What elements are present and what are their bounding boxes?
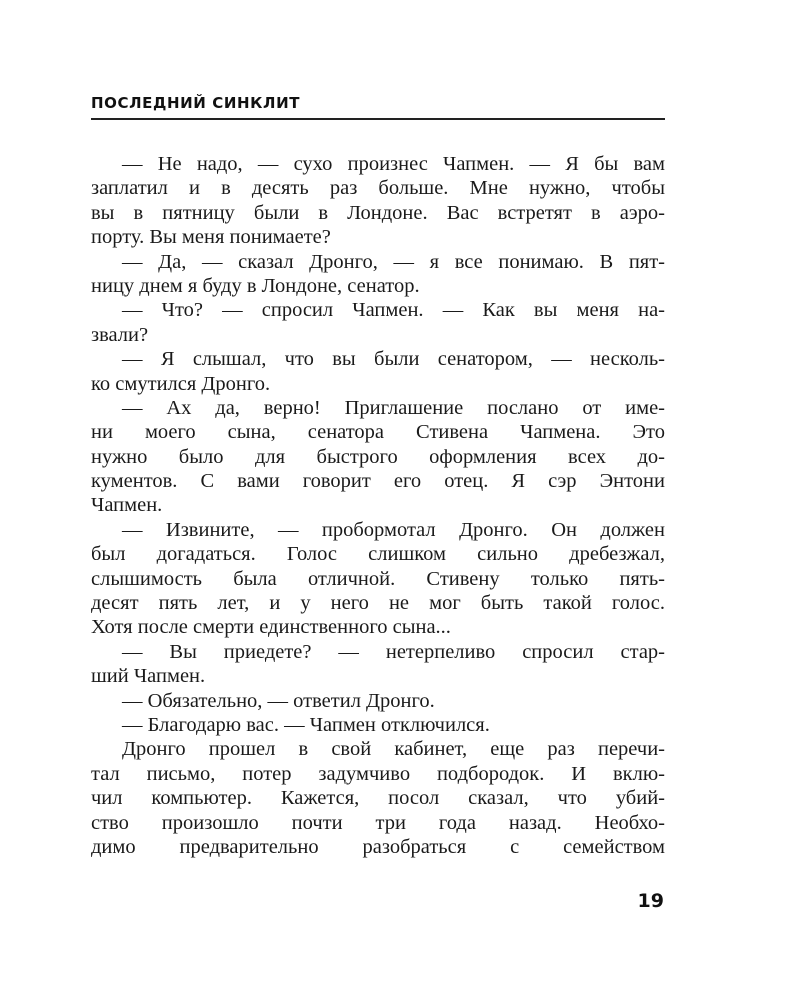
text-line: десят пять лет, и у него не мог быть такой голос. [91,592,665,615]
text-line: ницу днем я буду в Лондоне, сенатор. [91,274,420,297]
text-line: Дронго прошел в свой кабинет, еще раз перечи- [122,738,665,761]
header-rule [91,118,665,120]
text-line: кументов. С вами говорит его отец. Я сэр Энтони [91,470,665,493]
text-line: — Ах да, верно! Приглашение послано от име- [122,396,665,419]
text-line: — Я слышал, что вы были сенатором, — несколь- [122,348,665,371]
text-line: заплатил и в десять раз больше. Мне нужно, чтобы [91,177,665,200]
text-line: — Вы приедете? — нетерпеливо спросил стар- [122,640,665,663]
text-line: Хотя после смерти единственного сына... [91,616,451,639]
text-line: ство произошло почти три года назад. Необхо- [91,811,665,834]
text-line: димо предварительно разобраться с семейством [91,835,665,858]
text-line: — Благодарю вас. — Чапмен отключился. [122,713,490,736]
text-line: ни моего сына, сенатора Стивена Чапмена. Это [91,421,665,444]
running-title: ПОСЛЕДНИЙ СИНКЛИТ [91,94,301,112]
text-line: нужно было для быстрого оформления всех до- [91,445,665,468]
text-line: Чапмен. [91,494,163,517]
text-line: тал письмо, потер задумчиво подбородок. И вклю- [91,762,665,785]
page-number: 19 [637,890,664,912]
text-line: чил компьютер. Кажется, посол сказал, что убий- [91,787,665,810]
text-line: — Не надо, — сухо произнес Чапмен. — Я бы вам [122,153,665,175]
text-line: был догадаться. Голос слишком сильно дребезжал, [91,543,665,566]
text-line: — Что? — спросил Чапмен. — Как вы меня на- [122,299,665,322]
text-line: вы в пятницу были в Лондоне. Вас встретят в аэро- [91,201,665,224]
text-line: ший Чапмен. [91,665,206,688]
text-line: слышимость была отличной. Стивену только пять- [91,567,665,590]
text-line: звали? [91,323,149,346]
text-line: порту. Вы меня понимаете? [91,226,331,249]
text-line: — Извините, — пробормотал Дронго. Он должен [122,518,665,541]
text-line: — Обязательно, — ответил Дронго. [122,689,435,712]
body-text [91,152,665,859]
text-line: ко смутился Дронго. [91,372,271,395]
text-line: — Да, — сказал Дронго, — я все понимаю. В пят- [122,250,665,273]
